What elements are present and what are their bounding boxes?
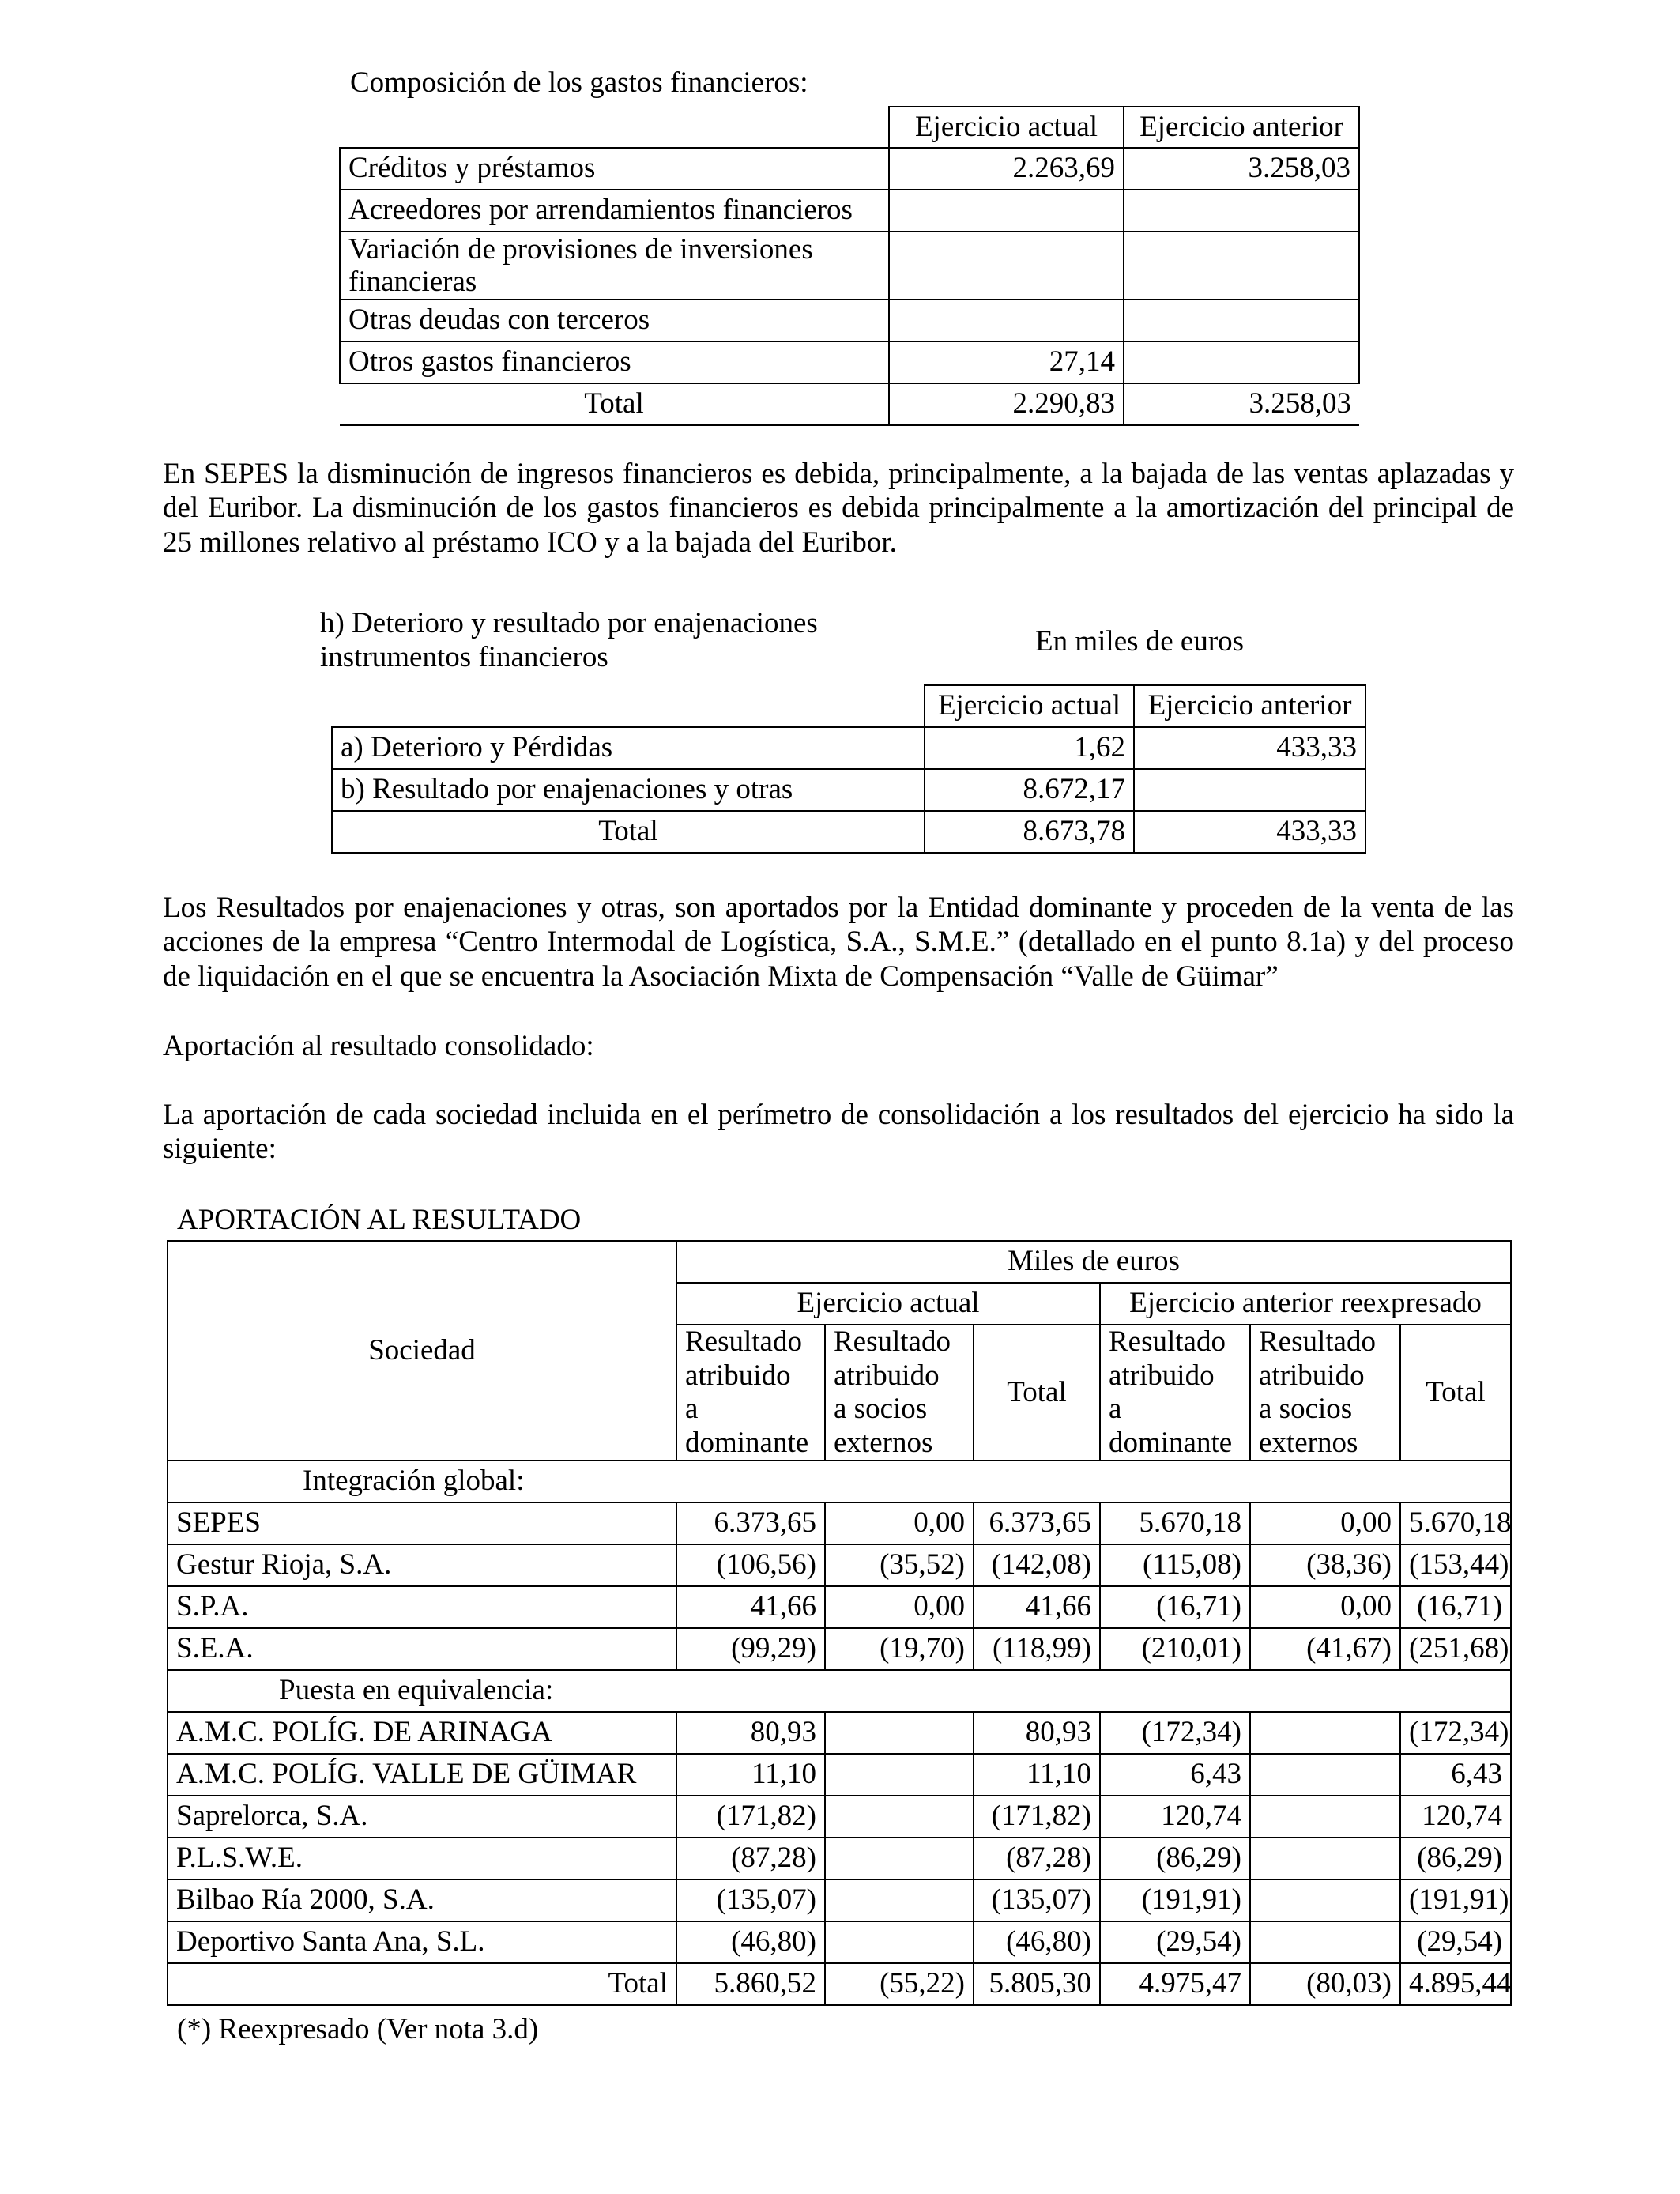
- group-actual-header: Ejercicio actual: [676, 1283, 1100, 1325]
- value-cell: (46,80): [676, 1921, 825, 1963]
- value-cell: (135,07): [974, 1879, 1100, 1921]
- value-cell: 6.373,65: [676, 1502, 825, 1544]
- value-cell: (172,34): [1100, 1712, 1250, 1754]
- value-cell: [1250, 1879, 1400, 1921]
- paragraph-aportacion-heading: Aportación al resultado consolidado:: [163, 1030, 594, 1062]
- value-cell: 0,00: [825, 1586, 974, 1628]
- value-cell: (87,28): [974, 1838, 1100, 1879]
- value-cell: [825, 1754, 974, 1796]
- value-cell: (191,91): [1100, 1879, 1250, 1921]
- table-row: [168, 1586, 1511, 1628]
- value-cell: [1250, 1796, 1400, 1838]
- value-cell: (106,56): [676, 1544, 825, 1586]
- value-cell: (35,52): [825, 1544, 974, 1586]
- value-cell: 6,43: [1100, 1754, 1250, 1796]
- value-cell: [1250, 1712, 1400, 1754]
- table-row: [168, 1754, 1511, 1796]
- value-cell: 0,00: [825, 1502, 974, 1544]
- value-cell: [1250, 1921, 1400, 1963]
- table-row: Créditos y préstamos 2.263,69 3.258,03: [340, 148, 1359, 190]
- header-dominante-anterior: Resultado atribuido a dominante: [1100, 1325, 1250, 1461]
- table-row: b) Resultado por enajenaciones y otras 8.672,17: [332, 769, 1365, 811]
- value-cell: (135,07): [676, 1879, 825, 1921]
- value-cell: (87,28): [676, 1838, 825, 1879]
- value-cell: (171,82): [676, 1796, 825, 1838]
- paragraph-enajenaciones: Los Resultados por enajenaciones y otras, son aportados por la Entidad dominante y proceden de la venta de las acciones de la empresa “Centro Intermodal de Logística, S.A., S.M.E.” (detallado en el punto 8.1a) y del proceso de liquidación en el que se encuentra la Asociación Mixta de Compensación “Valle de Güimar”: [163, 892, 1514, 993]
- value-cell: (171,82): [974, 1796, 1100, 1838]
- value-cell: 41,66: [676, 1586, 825, 1628]
- value-cell: (99,29): [676, 1628, 825, 1670]
- value-cell: 80,93: [974, 1712, 1100, 1754]
- table-row: [168, 1879, 1511, 1921]
- value-cell: (19,70): [825, 1628, 974, 1670]
- group-anterior-header: Ejercicio anterior reexpresado: [1100, 1283, 1511, 1325]
- value-cell: 5.670,18: [1400, 1502, 1511, 1544]
- header-externos-anterior: Resultado atribuido a socios externos: [1250, 1325, 1400, 1461]
- table-row: [168, 1712, 1511, 1754]
- sociedad-name: A.M.C. POLÍG. VALLE DE GÜIMAR: [168, 1754, 676, 1796]
- header-total-anterior: Total: [1400, 1325, 1511, 1461]
- gastos-table: [339, 106, 1360, 426]
- value-cell: (29,54): [1100, 1921, 1250, 1963]
- value-cell: (38,36): [1250, 1544, 1400, 1586]
- value-cell: (251,68): [1400, 1628, 1511, 1670]
- gastos-col-actual: Ejercicio actual: [889, 107, 1124, 148]
- section-integracion: Integración global:: [168, 1461, 1511, 1502]
- value-cell: 41,66: [974, 1586, 1100, 1628]
- header-total-actual: Total: [974, 1325, 1100, 1461]
- deterioro-col-actual: Ejercicio actual: [925, 685, 1134, 727]
- table-row: a) Deterioro y Pérdidas 1,62 433,33: [332, 727, 1365, 769]
- value-cell: (46,80): [974, 1921, 1100, 1963]
- table-row: [168, 1628, 1511, 1670]
- value-cell: [825, 1796, 974, 1838]
- footnote: (*) Reexpresado (Ver nota 3.d): [177, 2013, 539, 2045]
- table-row: Otros gastos financieros 27,14: [340, 341, 1359, 383]
- table-row: Acreedores por arrendamientos financieros: [340, 190, 1359, 232]
- sociedad-name: Saprelorca, S.A.: [168, 1796, 676, 1838]
- sociedad-header: Sociedad: [168, 1241, 676, 1461]
- value-cell: [1250, 1754, 1400, 1796]
- paragraph-financieros: En SEPES la disminución de ingresos financieros es debida, principalmente, a la bajada de las ventas aplazadas y del Euribor. La disminución de los gastos financieros es debida principalmente a la amortización del principal de 25 millones relativo al préstamo ICO y a la bajada del Euribor.: [163, 458, 1514, 559]
- table-total-row: Total 8.673,78 433,33: [332, 811, 1365, 853]
- header-externos-actual: Resultado atribuido a socios externos: [825, 1325, 974, 1461]
- deterioro-col-anterior: Ejercicio anterior: [1134, 685, 1365, 727]
- table-row: Otras deudas con terceros: [340, 300, 1359, 341]
- value-cell: [825, 1921, 974, 1963]
- gastos-col-anterior: Ejercicio anterior: [1124, 107, 1359, 148]
- header-dominante-actual: Resultado atribuido a dominante: [676, 1325, 825, 1461]
- value-cell: (29,54): [1400, 1921, 1511, 1963]
- value-cell: (16,71): [1400, 1586, 1511, 1628]
- value-cell: (172,34): [1400, 1712, 1511, 1754]
- sociedad-name: P.L.S.W.E.: [168, 1838, 676, 1879]
- value-cell: (86,29): [1400, 1838, 1511, 1879]
- paragraph-aportacion: La aportación de cada sociedad incluida en el perímetro de consolidación a los resultados del ejercicio ha sido la siguiente:: [163, 1099, 1514, 1166]
- value-cell: 11,10: [676, 1754, 825, 1796]
- sociedad-name: SEPES: [168, 1502, 676, 1544]
- section-equivalencia: Puesta en equivalencia:: [168, 1670, 1511, 1712]
- aportacion-title: APORTACIÓN AL RESULTADO: [177, 1204, 582, 1236]
- value-cell: (191,91): [1400, 1879, 1511, 1921]
- value-cell: 0,00: [1250, 1586, 1400, 1628]
- value-cell: (41,67): [1250, 1628, 1400, 1670]
- table-total-row: Total 5.860,52 (55,22) 5.805,30 4.975,47 (80,03) 4.895,44: [168, 1963, 1511, 2005]
- value-cell: 6,43: [1400, 1754, 1511, 1796]
- value-cell: (86,29): [1100, 1838, 1250, 1879]
- sociedad-name: Gestur Rioja, S.A.: [168, 1544, 676, 1586]
- value-cell: [1250, 1838, 1400, 1879]
- section-row: [168, 1461, 1511, 1502]
- value-cell: (118,99): [974, 1628, 1100, 1670]
- table-total-row: Total 2.290,83 3.258,03: [340, 383, 1359, 425]
- value-cell: 6.373,65: [974, 1502, 1100, 1544]
- value-cell: (115,08): [1100, 1544, 1250, 1586]
- sociedad-name: S.P.A.: [168, 1586, 676, 1628]
- value-cell: [825, 1838, 974, 1879]
- aportacion-table: [167, 1240, 1512, 2006]
- value-cell: 0,00: [1250, 1502, 1400, 1544]
- value-cell: [825, 1879, 974, 1921]
- value-cell: (153,44): [1400, 1544, 1511, 1586]
- deterioro-units: En miles de euros: [1035, 625, 1245, 658]
- value-cell: 5.670,18: [1100, 1502, 1250, 1544]
- value-cell: 80,93: [676, 1712, 825, 1754]
- deterioro-table: [331, 684, 1366, 854]
- value-cell: (210,01): [1100, 1628, 1250, 1670]
- gastos-title: Composición de los gastos financieros:: [350, 66, 808, 99]
- units-header: Miles de euros: [676, 1241, 1511, 1283]
- table-row: [168, 1921, 1511, 1963]
- table-row: [168, 1796, 1511, 1838]
- table-row: [168, 1502, 1511, 1544]
- value-cell: 120,74: [1400, 1796, 1511, 1838]
- value-cell: [825, 1712, 974, 1754]
- value-cell: 11,10: [974, 1754, 1100, 1796]
- sociedad-name: Deportivo Santa Ana, S.L.: [168, 1921, 676, 1963]
- value-cell: (142,08): [974, 1544, 1100, 1586]
- sociedad-name: Bilbao Ría 2000, S.A.: [168, 1879, 676, 1921]
- value-cell: (16,71): [1100, 1586, 1250, 1628]
- deterioro-title: h) Deterioro y resultado por enajenaciones instrumentos financieros: [320, 607, 818, 673]
- table-row: [168, 1838, 1511, 1879]
- sociedad-name: S.E.A.: [168, 1628, 676, 1670]
- value-cell: 120,74: [1100, 1796, 1250, 1838]
- table-row: Variación de provisiones de inversiones financieras: [340, 232, 1359, 300]
- sociedad-name: A.M.C. POLÍG. DE ARINAGA: [168, 1712, 676, 1754]
- section-row: [168, 1670, 1511, 1712]
- table-row: [168, 1544, 1511, 1586]
